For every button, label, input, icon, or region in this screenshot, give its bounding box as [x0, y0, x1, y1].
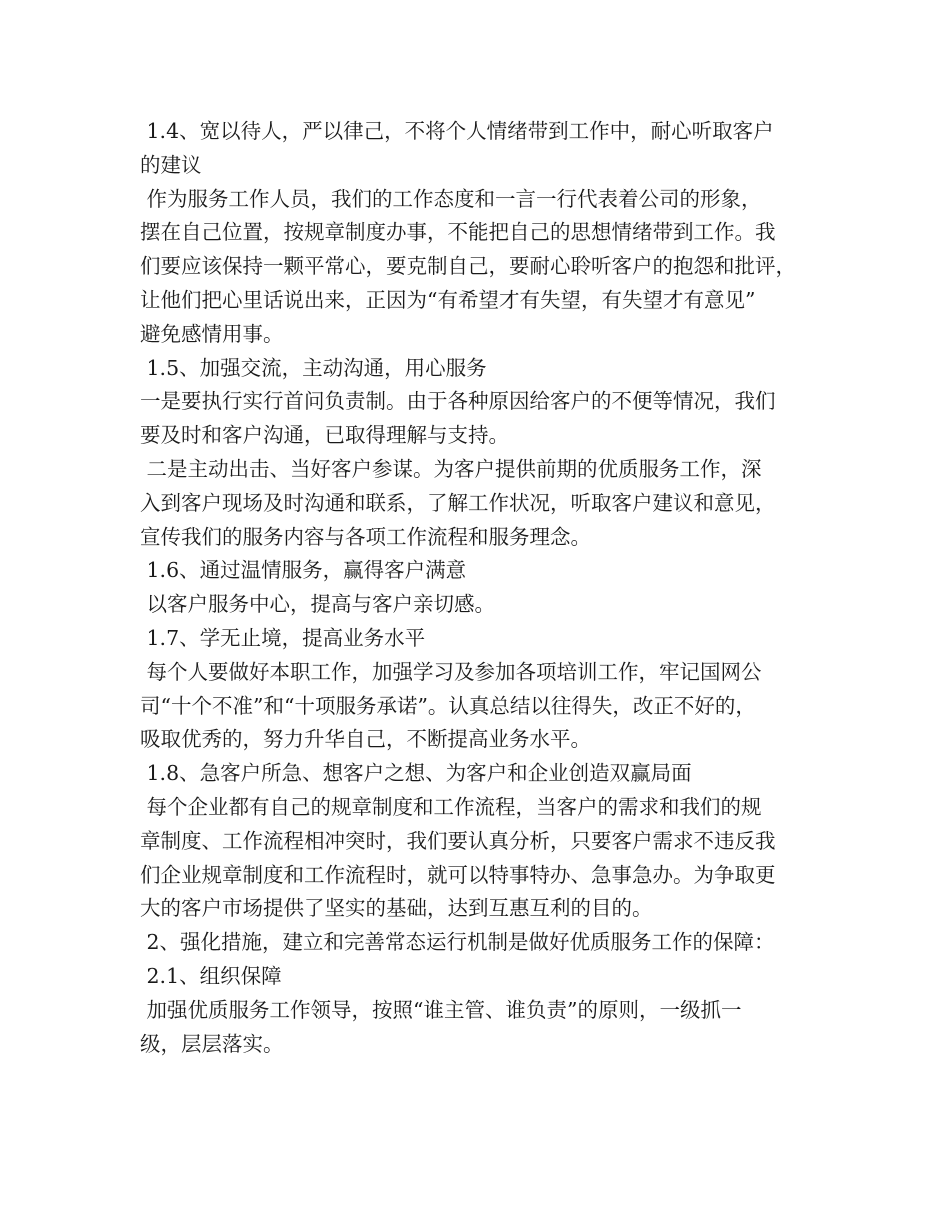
- paragraph-1-8-line-4: 大的客户市场提供了坚实的基础，达到互惠互利的目的。: [140, 896, 653, 921]
- paragraph-1-4-line-5: 避免感情用事。: [140, 321, 284, 346]
- document-body: [140, 115, 815, 1061]
- paragraph-1-5b-line-1: 二是主动出击、当好客户参谋。为客户提供前期的优质服务工作，深: [140, 456, 762, 481]
- paragraph-1-7-line-3: 吸取优秀的，努力升华自己，不断提高业务水平。: [140, 727, 591, 752]
- paragraph-1-8-line-2: 章制度、工作流程相冲突时，我们要认真分析，只要客户需求不违反我: [140, 828, 776, 853]
- heading-1-5: 1.5、加强交流，主动沟通，用心服务: [140, 355, 487, 380]
- paragraph-1-7-line-2: 司“十个不准”和“十项服务承诺”。认真总结以往得失，改正不好的，: [140, 693, 756, 718]
- paragraph-1-6: 以客户服务中心，提高与客户亲切感。: [140, 592, 496, 617]
- paragraph-1-5a-line-2: 要及时和客户沟通，已取得理解与支持。: [140, 423, 509, 448]
- paragraph-1-4-line-2: 摆在自己位置，按规章制度办事，不能把自己的思想情绪带到工作。我: [140, 220, 776, 245]
- paragraph-1-7-line-1: 每个人要做好本职工作，加强学习及参加各项培训工作，牢记国网公: [140, 659, 762, 684]
- paragraph-1-4-line-4: 让他们把心里话说出来，正因为“有希望才有失望，有失望才有意见”: [140, 287, 756, 312]
- heading-1-6: 1.6、通过温情服务，赢得客户满意: [140, 558, 467, 583]
- paragraph-1-8-line-1: 每个企业都有自己的规章制度和工作流程，当客户的需求和我们的规: [140, 794, 762, 819]
- paragraph-1-8-line-3: 们企业规章制度和工作流程时，就可以特事特办、急事急办。为争取更: [140, 862, 776, 887]
- heading-2-1: 2.1、组织保障: [140, 963, 282, 988]
- paragraph-1-4-line-3: 们要应该保持一颗平常心，要克制自己，要耐心聆听客户的抱怨和批评，: [140, 254, 796, 279]
- paragraph-1-5b-line-2: 入到客户现场及时沟通和联系，了解工作状况，听取客户建议和意见，: [140, 490, 776, 515]
- heading-1-8: 1.8、急客户所急、想客户之想、为客户和企业创造双赢局面: [140, 761, 692, 786]
- paragraph-2-1-line-1: 加强优质服务工作领导，按照“谁主管、谁负责”的原则，一级抓一: [140, 997, 742, 1022]
- paragraph-1-5b-line-3: 宣传我们的服务内容与各项工作流程和服务理念。: [140, 524, 591, 549]
- heading-1-4-line-1: 1.4、宽以待人，严以律己，不将个人情绪带到工作中，耐心听取客户: [140, 119, 774, 143]
- paragraph-1-4-line-1: 作为服务工作人员，我们的工作态度和一言一行代表着公司的形象，: [140, 186, 762, 211]
- paragraph-2-1-line-2: 级，层层落实。: [140, 1031, 284, 1056]
- heading-1-7: 1.7、学无止境，提高业务水平: [140, 625, 426, 650]
- heading-2: 2、强化措施，建立和完善常态运行机制是做好优质服务工作的保障：: [140, 930, 775, 955]
- paragraph-1-5a-line-1: 一是要执行实行首问负责制。由于各种原因给客户的不便等情况，我们: [140, 389, 776, 414]
- heading-1-4-line-2: 的建议: [140, 152, 202, 177]
